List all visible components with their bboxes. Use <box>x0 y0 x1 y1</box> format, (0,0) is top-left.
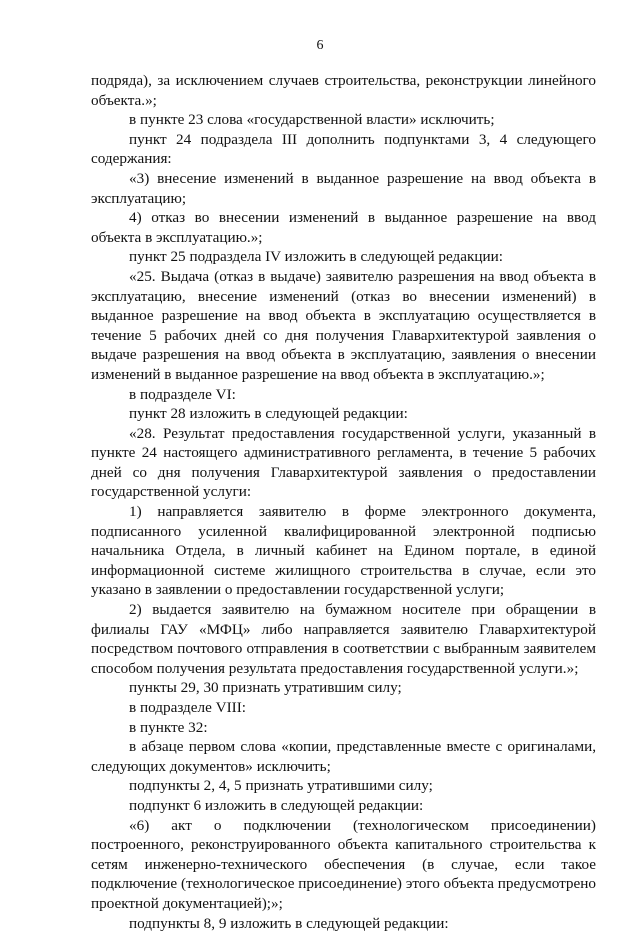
paragraph: подпункты 2, 4, 5 признать утратившими силу; <box>129 777 433 795</box>
paragraph: в пункте 23 слова «государственной власти» исключить; <box>129 111 495 129</box>
paragraph: в пункте 32: <box>129 718 208 736</box>
paragraph: подпункт 6 изложить в следующей редакции: <box>129 796 424 814</box>
body-text <box>91 71 596 933</box>
paragraph: «28. Результат предоставления государственной услуги, указанный в пункте 24 настоящего административного регламента, в течение 5 рабочих дней со дня получения Главархитектурой заявления о предоставлении государственной услуги: <box>91 424 596 501</box>
paragraph: 2) выдается заявителю на бумажном носителе при обращении в филиалы ГАУ «МФЦ» либо направляется заявителю Главархитектурой посредством почтового отправления в соответствии с выбранным заявителем способом получения результата предоставления государственной услуги.»; <box>91 601 596 677</box>
paragraph: пункты 29, 30 признать утратившим силу; <box>129 679 402 697</box>
page-number: 6 <box>316 38 324 53</box>
paragraph: пункт 28 изложить в следующей редакции: <box>129 405 408 423</box>
paragraph: подпункты 8, 9 изложить в следующей редакции: <box>129 914 449 932</box>
paragraph: в подразделе VIII: <box>129 699 246 716</box>
paragraph: 4) отказ во внесении изменений в выданное разрешение на ввод объекта в эксплуатацию.»; <box>91 209 596 246</box>
paragraph: пункт 24 подраздела III дополнить подпунктами 3, 4 следующего содержания: <box>91 130 596 168</box>
paragraph: «6) акт о подключении (технологическом присоединении) построенного, реконструированного объекта капитального строительства к сетям инженерно-технического обеспечения (в случае, если такое подключение (технологическое присоединение) этого объекта предусмотрено проектной документацией);»; <box>91 816 596 912</box>
paragraph: 1) направляется заявителю в форме электронного документа, подписанного усиленной квалифицированной электронной подписью начальника Отдела, в личный кабинет на Едином портале, в единой информационной системе жилищного строительства в случае, если это указано в заявлении о предоставлении государственной услуги; <box>91 503 596 599</box>
paragraph: в подразделе VI: <box>129 385 236 403</box>
paragraph: «3) внесение изменений в выданное разрешение на ввод объекта в эксплуатацию; <box>91 169 596 207</box>
paragraph: в абзаце первом слова «копии, представленные вместе с оригиналами, следующих документов» исключить; <box>91 738 596 775</box>
paragraph: подряда), за исключением случаев строительства, реконструкции линейного объекта.»; <box>91 72 596 109</box>
paragraph: пункт 25 подраздела IV изложить в следующей редакции: <box>129 248 503 266</box>
paragraph: «25. Выдача (отказ в выдаче) заявителю разрешения на ввод объекта в эксплуатацию, внесение изменений (отказ во внесении изменений) в выданное разрешение на ввод объекта в эксплуатацию осуществляется в течение 5 рабочих дней со дня получения Главархитектурой заявления о выдаче разрешения на ввод объекта в эксплуатацию, заявления о внесении изменений в выданное разрешение на ввод объекта в эксплуатацию.»; <box>91 267 596 383</box>
